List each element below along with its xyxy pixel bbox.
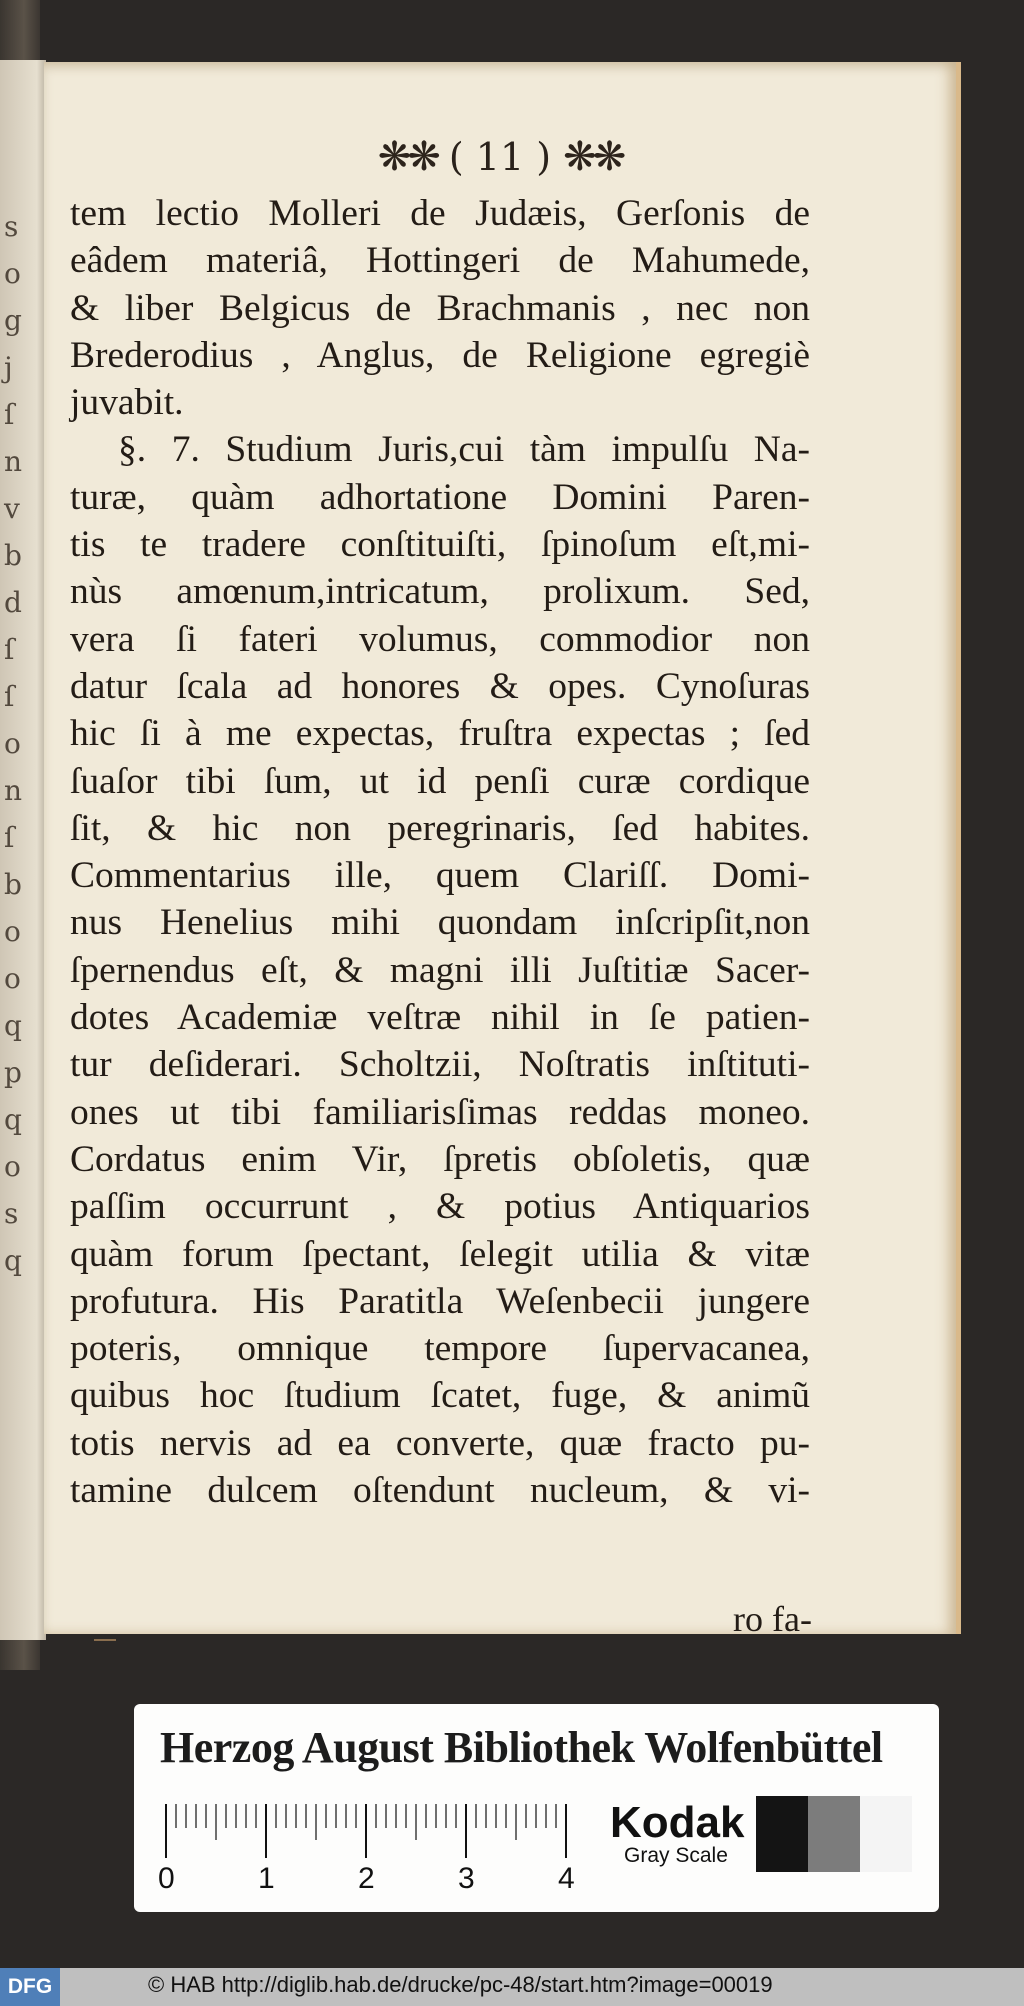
text-line: vera ſi fateri volumus, commodior non [70, 618, 810, 660]
color-calibration-card [134, 1704, 939, 1912]
edge-letter: s [4, 210, 19, 243]
text-line: dotes Academiæ veſtræ nihil in ſe patien- [70, 997, 810, 1039]
edge-letter: n [4, 774, 23, 807]
gray-scale-label: Gray Scale [624, 1844, 728, 1867]
gray-swatch [756, 1796, 808, 1872]
footer-bar [0, 1968, 1024, 2006]
text-line: ones ut tibi familiarisſimas reddas moneo. [70, 1091, 810, 1133]
ruler-number: 0 [158, 1862, 175, 1895]
page-header [44, 134, 956, 180]
text-line: quàm forum ſpectant, ſelegit utilia & vitæ [70, 1233, 810, 1275]
text-line: tis te tradere conſtituiſti, ſpinoſum eſt,mi- [70, 524, 810, 566]
text-line: paſſim occurrunt , & potius Antiquarios [70, 1186, 810, 1228]
text-line: Commentarius ille, quem Clariſſ. Domi- [70, 855, 810, 897]
edge-letter: q [4, 1244, 22, 1277]
text-line: tem lectio Molleri de Judæis, Gerſonis de [70, 193, 810, 234]
text-line: quibus hoc ſtudium ſcatet, fuge, & animũ [70, 1375, 810, 1417]
edge-letter: o [4, 727, 21, 760]
gray-scale-swatches [756, 1796, 912, 1872]
library-name: Herzog August Bibliothek Wolfenbüttel [160, 1723, 883, 1772]
text-line: profutura. His Paratitla Weſenbecii jungere [70, 1280, 810, 1322]
edge-letter: q [4, 1103, 22, 1136]
dfg-logo: DFG [0, 1968, 60, 2006]
text-line: juvabit. [70, 382, 184, 424]
text-line: ſuaſor tibi ſum, ut id penſi curæ cordique [70, 760, 810, 802]
text-line: nùs amœnum,intricatum, prolixum. Sed, [70, 571, 810, 613]
margin-mark [94, 1639, 116, 1641]
right-ornament-icon: ❋❋ [563, 134, 623, 180]
text-line: §. 7. Studium Juris,cui tàm impulſu Na- [118, 429, 810, 471]
text-line: totis nervis ad ea converte, quæ fracto pu- [70, 1422, 810, 1464]
text-line: turæ, quàm adhortatione Domini Paren- [70, 476, 810, 518]
ruler-number: 2 [358, 1862, 375, 1895]
edge-letter: ſ [4, 633, 15, 666]
ruler-number: 3 [458, 1862, 475, 1895]
text-line: ſit, & hic non peregrinaris, ſed habites. [70, 807, 810, 849]
ruler-number: 1 [258, 1862, 275, 1895]
edge-letter: s [4, 1197, 19, 1230]
edge-letter: o [4, 915, 21, 948]
body-text [70, 190, 810, 1514]
edge-letter: n [4, 445, 23, 478]
edge-letter: o [4, 962, 21, 995]
book-page [44, 62, 961, 1639]
edge-letter: q [4, 1009, 22, 1042]
text-line: Brederodius , Anglus, de Religione egregiè [70, 334, 810, 376]
text-line: tamine dulcem oſtendunt nucleum, & vi- [70, 1470, 810, 1512]
text-line: Cordatus enim Vir, ſpretis obſoletis, quæ [70, 1138, 810, 1180]
text-line: datur ſcala ad honores & opes. Cynoſuras [70, 665, 810, 707]
text-line: tur deſiderari. Scholtzii, Noſtratis inſtituti- [70, 1044, 810, 1086]
edge-letter: ſ [4, 680, 15, 713]
edge-letter: ſ [4, 398, 15, 431]
edge-letter: ſ [4, 821, 15, 854]
text-line: ſpernendus eſt, & magni illi Juſtitiæ Sacer- [70, 949, 810, 991]
text-line: & liber Belgicus de Brachmanis , nec non [70, 287, 810, 329]
gray-swatch [860, 1796, 912, 1872]
kodak-logo: Kodak [610, 1798, 745, 1847]
text-line: nus Henelius mihi quondam inſcripſit,non [70, 902, 810, 944]
left-ornament-icon: ❋❋ [377, 134, 437, 180]
edge-letter: b [4, 868, 22, 901]
page-number: ( 11 ) [448, 135, 552, 179]
text-line: eâdem materiâ, Hottingeri de Mahumede, [70, 240, 810, 282]
scale-ruler [162, 1800, 572, 1860]
ruler-number: 4 [558, 1862, 575, 1895]
previous-page-edge [0, 60, 46, 1640]
edge-letter: o [4, 1150, 21, 1183]
edge-letter: o [4, 257, 21, 290]
edge-letter: j [4, 351, 13, 384]
edge-letter: b [4, 539, 22, 572]
edge-letter: v [4, 492, 20, 525]
edge-letter: g [4, 304, 22, 337]
footer-credit-link[interactable]: © HAB http://diglib.hab.de/drucke/pc-48/start.htm?image=00019 [148, 1972, 773, 1997]
gray-swatch [808, 1796, 860, 1872]
edge-letter: p [4, 1056, 22, 1089]
text-line: hic ſi à me expectas, fruſtra expectas ; ſed [70, 713, 810, 755]
text-line: poteris, omnique tempore ſupervacanea, [70, 1328, 810, 1370]
edge-letter: d [4, 586, 22, 619]
catchword: ro fa- [733, 1599, 812, 1639]
